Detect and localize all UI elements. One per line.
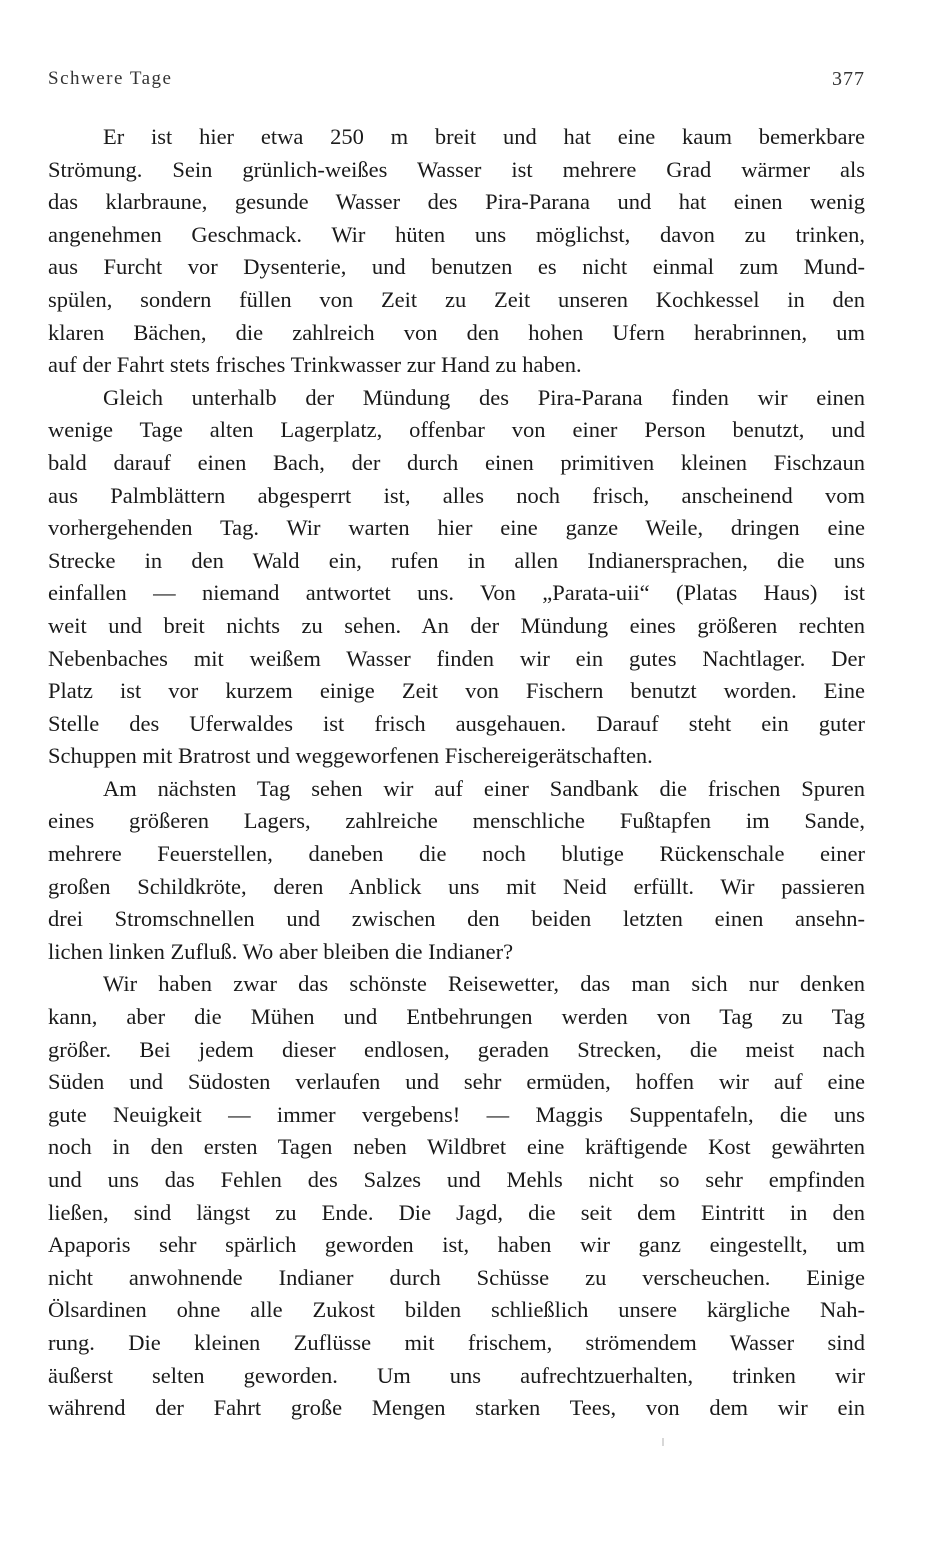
text-line: lichen linken Zufluß. Wo aber bleiben die Indianer?: [48, 938, 514, 964]
text-line: Schuppen mit Bratrost und weggeworfenen Fischereigerätschaften.: [48, 743, 653, 769]
text-line: das klarbraune, gesunde Wasser des Pira-Parana und hat einen wenig: [48, 189, 865, 215]
text-line: Am nächsten Tag sehen wir auf einer Sandbank die frischen Spuren: [103, 775, 865, 801]
text-line: aus Palmblättern abgesperrt ist, alles noch frisch, anscheinend vom: [48, 482, 865, 508]
text-line: angenehmen Geschmack. Wir hüten uns möglichst, davon zu trinken,: [48, 221, 865, 247]
text-line: drei Stromschnellen und zwischen den beiden letzten einen ansehn-: [48, 906, 865, 932]
text-line: spülen, sondern füllen von Zeit zu Zeit unseren Kochkessel in den: [48, 286, 865, 312]
text-line: größer. Bei jedem dieser endlosen, geraden Strecken, die meist nach: [48, 1036, 865, 1062]
text-line: Stelle des Uferwaldes ist frisch ausgehauen. Darauf steht ein guter: [48, 710, 865, 736]
text-line: großen Schildkröte, deren Anblick uns mit Neid erfüllt. Wir passieren: [48, 873, 865, 899]
text-line: auf der Fahrt stets frisches Trinkwasser zur Hand zu haben.: [48, 352, 582, 378]
text-line: bald darauf einen Bach, der durch einen primitiven kleinen Fischzaun: [48, 449, 865, 475]
text-line: gute Neuigkeit — immer vergebens! — Maggis Suppentafeln, die uns: [48, 1101, 865, 1127]
text-line: und uns das Fehlen des Salzes und Mehls nicht so sehr empfinden: [48, 1167, 865, 1192]
page-header: [48, 68, 865, 96]
text-line: während der Fahrt große Mengen starken Tees, von dem wir ein: [48, 1395, 865, 1421]
text-line: Apaporis sehr spärlich geworden ist, haben wir ganz eingestellt, um: [48, 1232, 865, 1258]
text-line: Strecke in den Wald ein, rufen in allen Indianersprachen, die uns: [48, 547, 865, 573]
body-text: [48, 121, 865, 1425]
text-line: äußerst selten geworden. Um uns aufrechtzuerhalten, trinken wir: [48, 1362, 865, 1388]
text-line: klaren Bächen, die zahlreich von den hohen Ufern herabrinnen, um: [48, 319, 865, 345]
text-line: Wir haben zwar das schönste Reisewetter, das man sich nur denken: [103, 971, 865, 997]
text-line: Platz ist vor kurzem einige Zeit von Fischern benutzt worden. Eine: [48, 678, 865, 704]
text-line: Süden und Südosten verlaufen und sehr ermüden, hoffen wir auf eine: [48, 1069, 865, 1095]
text-line: Gleich unterhalb der Mündung des Pira-Parana finden wir einen: [103, 384, 865, 410]
text-line: kann, aber die Mühen und Entbehrungen werden von Tag zu Tag: [48, 1004, 865, 1030]
text-line: Nebenbaches mit weißem Wasser finden wir ein gutes Nachtlager. Der: [48, 645, 865, 671]
text-line: einfallen — niemand antwortet uns. Von „Parata-uii“ (Platas Haus) ist: [48, 580, 865, 606]
text-line: Strömung. Sein grünlich-weißes Wasser ist mehrere Grad wärmer als: [48, 156, 865, 182]
text-line: nicht anwohnende Indianer durch Schüsse zu verscheuchen. Einige: [48, 1264, 865, 1290]
text-line: weit und breit nichts zu sehen. An der Mündung eines größeren rechten: [48, 612, 865, 638]
text-line: noch in den ersten Tagen neben Wildbret eine kräftigende Kost gewährten: [48, 1134, 865, 1160]
running-head: Schwere Tage: [48, 68, 173, 89]
text-line: wenige Tage alten Lagerplatz, offenbar von einer Person benutzt, und: [48, 417, 865, 443]
text-line: Er ist hier etwa 250 m breit und hat eine kaum bemerkbare: [103, 124, 865, 149]
text-line: ließen, sind längst zu Ende. Die Jagd, die seit dem Eintritt in den: [48, 1199, 865, 1225]
text-line: vorhergehenden Tag. Wir warten hier eine ganze Weile, dringen eine: [48, 515, 865, 541]
text-line: rung. Die kleinen Zuflüsse mit frischem, strömendem Wasser sind: [48, 1329, 865, 1355]
page-number: 377: [832, 68, 865, 90]
text-line: mehrere Feuerstellen, daneben die noch blutige Rückenschale einer: [48, 841, 865, 867]
text-line: Ölsardinen ohne alle Zukost bilden schließlich unsere kärgliche Nah-: [48, 1297, 865, 1323]
text-line: aus Furcht vor Dysenterie, und benutzen es nicht einmal zum Mund-: [48, 254, 865, 280]
text-line: eines größeren Lagers, zahlreiche menschliche Fußtapfen im Sande,: [48, 808, 865, 834]
scan-speck: [662, 1438, 664, 1446]
